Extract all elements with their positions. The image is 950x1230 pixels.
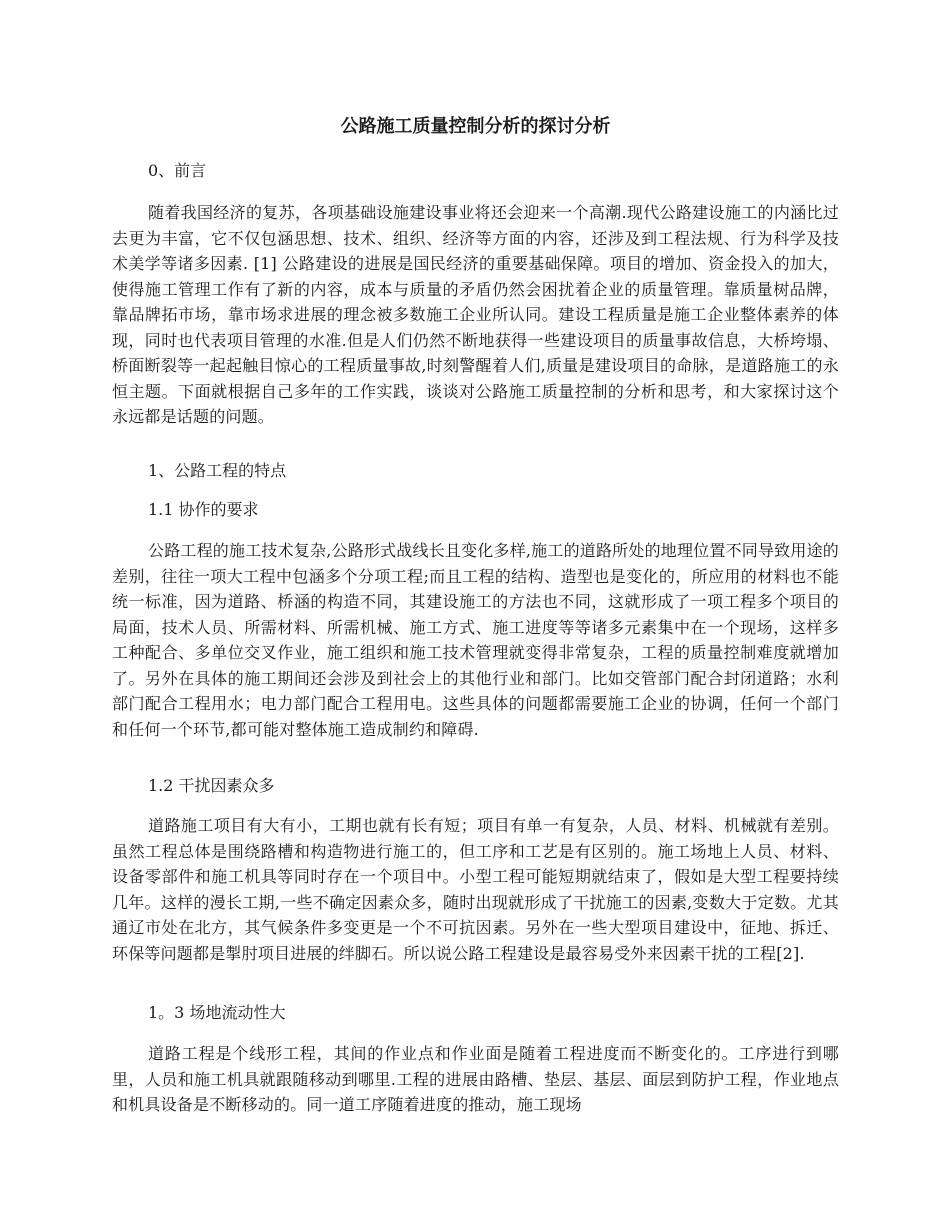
paragraph-interference: 道路施工项目有大有小，工期也就有长有短；项目有单一有复杂，人员、材料、机械就有差别。虽然工程总体是围绕路槽和构造物进行施工的，但工序和工艺是有区别的。施工场地上人员、材料、设备零部件和施工机具等同时存在一个项目中。小型工程可能短期就结束了，假如是大型工程要持续几年。这样的漫长工期,一些不确定因素众多，随时出现就形成了干扰施工的因素,变数大于定数。尤其通辽市处在北方，其气候条件多变更是一个不可抗因素。另外在一些大型项目建设中，征地、拆迁、环保等问题都是掣肘项目进展的绊脚石。所以说公路工程建设是最容易受外来因素干扰的工程[2]. — [112, 816, 839, 963]
section-heading-features: 1、公路工程的特点 — [148, 461, 287, 480]
section-heading-preface: 0、前言 — [148, 161, 207, 180]
subsection-heading-interference: 1.2 干扰因素众多 — [148, 776, 275, 795]
paragraph-preface: 随着我国经济的复苏，各项基础设施建设事业将还会迎来一个高潮.现代公路建设施工的内涵比过去更为丰富，它不仅包涵思想、技术、组织、经济等方面的内容，还涉及到工程法规、行为科学及技术美学等诸多因素. [1] 公路建设的进展是国民经济的重要基础保障。项目的增加、资金投入的加大，使得施工管理工作有了新的内容，成本与质量的矛盾仍然会困扰着企业的质量管理。靠质量树品牌，靠品牌拓市场，靠市场求进展的理念被多数施工企业所认同。建设工程质量是施工企业整体素养的体现，同时也代表项目管理的水准.但是人们仍然不断地获得一些建设项目的质量事故信息，大桥垮塌、桥面断裂等一起起触目惊心的工程质量事故,时刻警醒着人们,质量是建设项目的命脉，是道路施工的永恒主题。下面就根据自己多年的工作实践，谈谈对公路施工质量控制的分析和思考，和大家探讨这个永远都是话题的问题。 — [112, 203, 839, 426]
paragraph-site-mobility: 道路工程是个线形工程，其间的作业点和作业面是随着工程进度而不断变化的。工序进行到哪里，人员和施工机具就跟随移动到哪里.工程的进展由路槽、垫层、基层、面层到防护工程，作业地点和机具设备是不断移动的。同一道工序随着进度的推动，施工现场 — [112, 1044, 839, 1114]
document-title: 公路施工质量控制分析的探讨分析 — [340, 116, 611, 137]
paragraph-cooperation: 公路工程的施工技术复杂,公路形式战线长且变化多样,施工的道路所处的地理位置不同导致用途的差别，往往一项大工程中包涵多个分项工程;而且工程的结构、造型也是变化的，所应用的材料也不能统一标准，因为道路、桥涵的构造不同，其建设施工的方法也不同，这就形成了一项工程多个项目的局面，技术人员、所需材料、所需机械、施工方式、施工进度等等诸多元素集中在一个现场，这样多工种配合、多单位交叉作业，施工组织和施工技术管理就变得非常复杂，工程的质量控制难度就增加了。另外在具体的施工期间还会涉及到社会上的其他行业和部门。比如交管部门配合封闭道路；水利部门配合工程用水；电力部门配合工程用电。这些具体的问题都需要施工企业的协调，任何一个部门和任何一个环节,都可能对整体施工造成制约和障碍. — [112, 541, 839, 739]
subsection-heading-site-mobility: 1。3 场地流动性大 — [148, 1003, 286, 1022]
subsection-heading-cooperation: 1.1 协作的要求 — [148, 500, 259, 519]
